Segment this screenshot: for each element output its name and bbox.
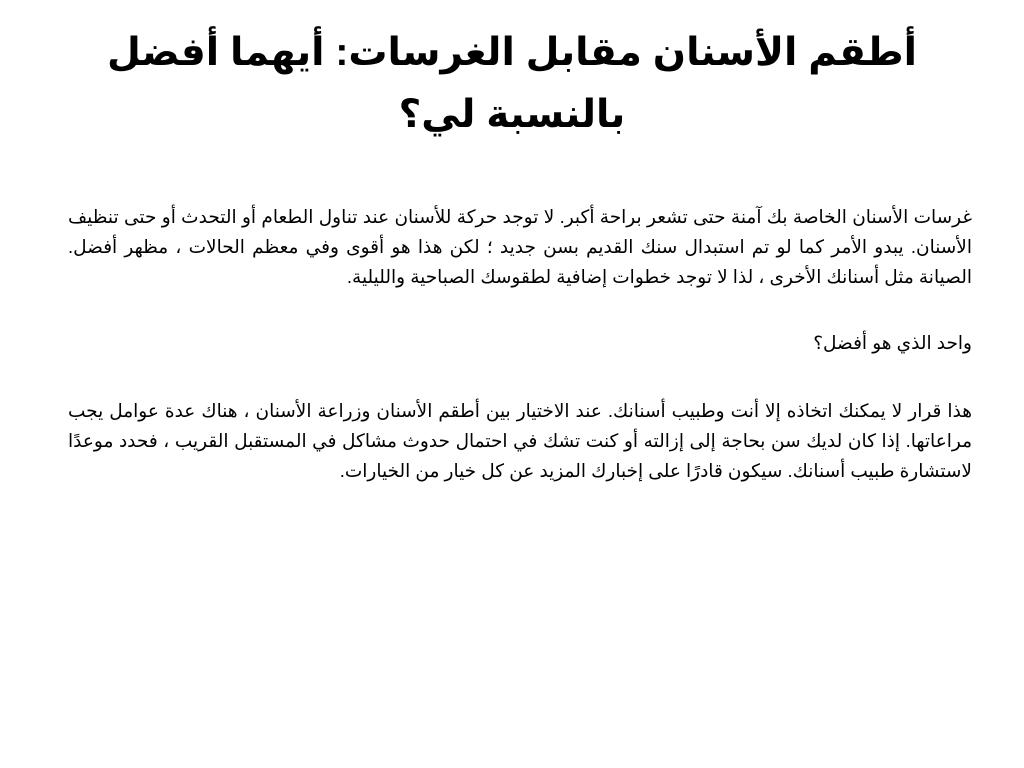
paragraph-implants-benefits: غرسات الأسنان الخاصة بك آمنة حتى تشعر براحة أكبر. لا توجد حركة للأسنان عند تناول الطعام أو التحدث أو حتى تنظيف الأسنان. يبدو الأمر كما لو تم استبدال سنك القديم بسن جديد ؛ لكن هذا هو أقوى وفي معظم الحالات ، مظهر أفضل. الصيانة مثل أسنانك الأخرى ، لذا لا توجد خطوات إضافية لطقوسك الصباحية والليلية. xyxy=(68,206,972,287)
slide-body xyxy=(68,202,972,522)
paragraph-which-is-better: واحد الذي هو أفضل؟ xyxy=(813,332,972,353)
slide-title: أطقم الأسنان مقابل الغرسات: أيهما أفضل بالنسبة لي؟ xyxy=(106,31,917,136)
paragraph-decision: هذا قرار لا يمكنك اتخاذه إلا أنت وطبيب أسنانك. عند الاختيار بين أطقم الأسنان وزراعة الأسنان ، هناك عدة عوامل يجب مراعاتها. إذا كان لديك سن بحاجة إلى إزالته أو كنت تشك في احتمال حدوث مشاكل في المستقبل القريب ، فحدد موعدًا لاستشارة طبيب أسنانك. سيكون قادرًا على إخبارك المزيد عن كل خيار من الخيارات. xyxy=(68,400,972,481)
